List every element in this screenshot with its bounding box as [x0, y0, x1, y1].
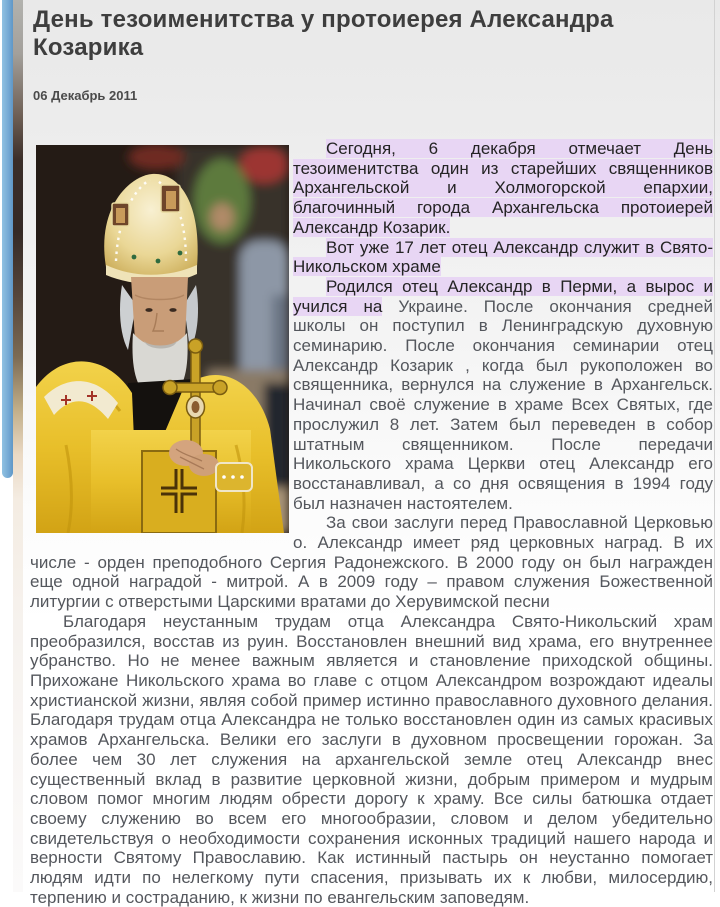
- article-body: [30, 139, 713, 907]
- paragraph-awards: За свои заслуги перед Православной Церковью о. Александр имеет ряд церковных наград. В их числе - орден преподобного Сергия Радонежского. В 2000 году он был награжден еще одной наградой - митрой. А в 2009 году – правом служения Божественной литургии с отверстыми Царскими вратами до Херувимской песни: [30, 513, 713, 612]
- scrollbar-thumb[interactable]: [2, 0, 13, 478]
- paragraph-legacy: Благодаря неустанным трудам отца Александра Свято-Никольский храм преобразился, восстав из руин. Восстановлен внешний вид храма, его внутреннее убранство. Но не менее важным является и становление приходской общины. Прихожане Никольского храма во главе с отцом Александром возрождают идеалы христианской жизни, являя собой пример истинно православного духовного делания. Благодаря трудам отца Александра не только восстановлен один из самых красивых храмов Архангельска. Велики его заслуги в духовном просвещении горожан. За более чем 30 лет служения на архангельской земле отец Александр внес существенный вклад в развитие церковной жизни, добрым примером и мудрым словом помог многим людям обрести дорогу к храму. Все силы батюшка отдает своему служению во всем его многообразии, словом и делом убедительно свидетельствуя о необходимости сохранения исконных традиций нашего народа и верности Святому Православию. Как истинный пастырь он неустанно помогает людям идти по нелегкому пути спасения, призывать их к любви, милосердию, терпению и состраданию, к жизни по евангельским заповедям.: [30, 611, 713, 907]
- highlighted-text: Сегодня, 6 декабря отмечает День тезоименитства один из старейших священников Архангельской и Холмогорской епархии, благочинный города Архангельска протоиерей Александр Козарик.: [293, 139, 713, 237]
- page-title: День тезоименитства у протоиерея Александра Козарика: [33, 6, 614, 61]
- article-date: 06 Декабрь 2011: [33, 88, 138, 103]
- left-edge-reflection: [13, 0, 23, 892]
- priest-photo: [36, 145, 289, 533]
- highlighted-text: Вот уже 17 лет отец Александр служит в Свято-Никольском храме: [293, 237, 713, 277]
- highlighted-text: Родился отец Александр в Перми, а вырос и учился на: [293, 276, 713, 316]
- page-right-border: [714, 0, 715, 892]
- body-text: Украине. После окончания средней школы он поступил в Ленинградскую духовную семинарию. После окончания семинарии отец Александр Козарик , когда был рукоположен во священника, вернулся на служение в Архангельск. Начинал своё служение в храме Всех Святых, где прослужил 8 лет. Затем был переведен в собор штатным священником. После передачи Никольского храма Церкви отец Александр его восстанавливал, а со дня освящения в 1994 году был назначен настоятелем.: [293, 296, 713, 513]
- article-panel: [23, 0, 720, 907]
